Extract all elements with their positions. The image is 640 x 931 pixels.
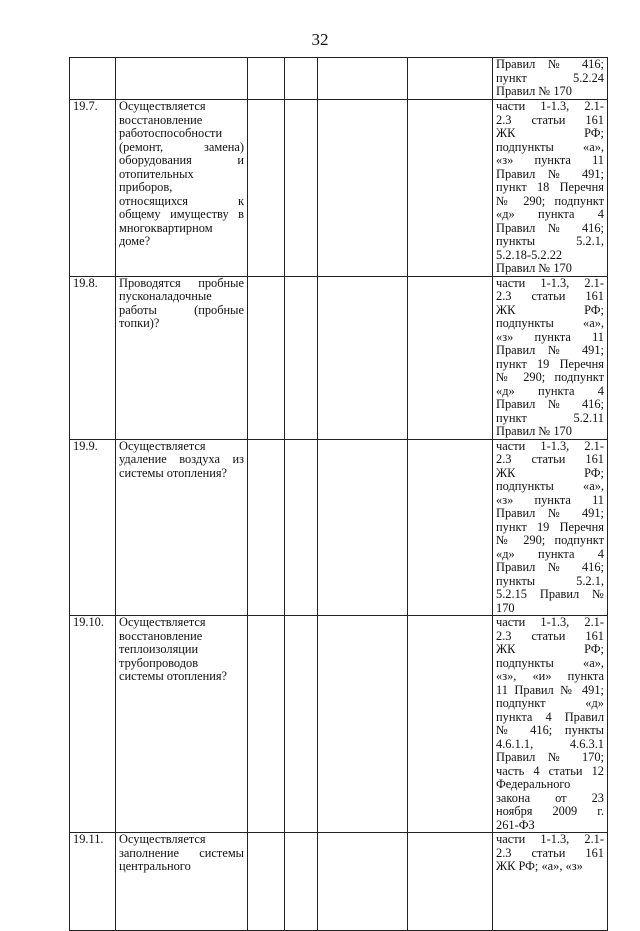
answer-cell [318,439,408,616]
reference-line: подпункты «а», [496,655,604,670]
reference-line: пункт 18 Перечня [496,180,604,194]
question-line: системы отопления? [119,465,228,480]
legal-reference-cell [493,833,608,931]
reference-line: части 1-1.3, 2.1- [496,438,604,453]
reference-line: «д» пункта 4 [496,546,604,561]
answer-cell [318,100,408,277]
question-line: доме? [119,234,151,248]
question-line: Осуществляется [119,615,206,629]
answer-cell [248,439,285,616]
reference-line: Правил № 170 [496,261,572,275]
reference-line: «д» пункта 4 [496,383,604,398]
answer-cell [408,100,493,277]
reference-line: ЖК РФ; [496,302,604,317]
legal-reference-cell [493,276,608,439]
answer-cell [318,276,408,439]
question-line: центрального [119,859,191,873]
item-number: 19.10. [70,616,116,833]
question-line: восстановление [119,112,203,127]
reference-line: 2.3 статьи 161 [496,452,604,466]
reference-line: части 1-1.3, 2.1- [496,615,604,629]
reference-line: 2.3 статьи 161 [496,112,604,127]
answer-cell [285,276,318,439]
reference-line: пункт 19 Перечня [496,519,604,534]
answer-cell [318,58,408,100]
reference-line: ЖК РФ; [496,126,604,140]
table-row [70,616,608,833]
answer-cell [408,439,493,616]
question-line: пусконаладочные [119,289,212,303]
reference-line: пункт 5.2.11 [496,410,604,425]
question-cell [116,833,248,931]
reference-line: Правил № 170; [496,750,604,764]
reference-line: пункты 5.2.1, [496,573,604,588]
item-number: 19.8. [70,276,116,439]
reference-line: № 290; подпункт [496,193,604,208]
answer-cell [408,58,493,100]
answer-cell [408,833,493,931]
reference-line: пункт 5.2.24 [496,70,604,85]
question-line: Проводятся пробные [119,275,244,290]
reference-line: «з» пункта 11 [496,153,604,167]
answer-cell [248,276,285,439]
question-line: отопительных [119,166,194,181]
reference-line: «з» пункта 11 [496,329,604,344]
question-line: (ремонт, замена) [119,139,244,154]
reference-line: подпункты «а», [496,139,604,154]
question-line: общему имуществу в [119,207,244,221]
reference-line: 170 [496,600,515,615]
reference-line: «д» пункта 4 [496,207,604,221]
reference-line: Правил № 416; [496,57,604,71]
reference-line: Федерального [496,777,571,791]
reference-line: ноября 2009 г. [496,804,604,818]
table-row [70,276,608,439]
item-number: 19.7. [70,100,116,277]
question-cell [116,276,248,439]
reference-line: 11 Правил № 491; [496,682,604,697]
item-number [70,58,116,100]
reference-line: подпункт «д» [496,696,604,710]
reference-line: пункта 4 Правил [496,709,604,724]
legal-reference-cell [493,100,608,277]
legal-reference-cell [493,439,608,616]
reference-line: Правил № 416; [496,220,604,235]
question-line: многоквартирном [119,220,213,235]
legal-reference-cell [493,616,608,833]
question-line: системы отопления? [119,669,228,683]
table-row [70,58,608,100]
question-line: приборов, [119,180,173,194]
answer-cell [248,100,285,277]
question-line: Осуществляется [119,99,206,113]
reference-line: часть 4 статьи 12 [496,763,604,778]
reference-line: подпункты «а», [496,316,604,330]
question-line: трубопроводов [119,655,199,670]
legal-reference-cell [493,58,608,100]
question-line: теплоизоляции [119,642,199,656]
page-number: 32 [311,30,329,49]
question-line: Осуществляется [119,438,206,453]
answer-cell [248,833,285,931]
reference-line: 2.3 статьи 161 [496,289,604,303]
item-number: 19.11. [70,833,116,931]
question-line: заполнение системы [119,845,244,860]
reference-line: части 1-1.3, 2.1- [496,99,604,113]
reference-line: Правил № 170 [496,84,572,98]
answer-cell [285,100,318,277]
question-line: Осуществляется [119,832,206,846]
reference-line: № 416; пункты [496,723,604,737]
table-row [70,100,608,277]
question-line: работоспособности [119,126,223,140]
reference-line: части 1-1.3, 2.1- [496,275,604,290]
answer-cell [285,58,318,100]
question-line: оборудования и [119,153,244,167]
reference-line: закона от 23 [496,790,604,805]
reference-line: 2.3 статьи 161 [496,628,604,643]
question-line: работы (пробные [119,302,244,317]
answer-cell [318,616,408,833]
reference-line: «з», «и» пункта [496,669,604,683]
table-row [70,439,608,616]
answer-cell [318,833,408,931]
answer-cell [248,616,285,833]
answer-cell [408,276,493,439]
question-line: относящихся к [119,193,244,208]
item-number: 19.9. [70,439,116,616]
answer-cell [248,58,285,100]
reference-line: «з» пункта 11 [496,492,604,507]
question-line: удаление воздуха из [119,452,244,466]
reference-line: 5.2.18-5.2.22 [496,247,563,262]
reference-line: № 290; подпункт [496,533,604,547]
reference-line: части 1-1.3, 2.1- [496,832,604,846]
question-cell [116,100,248,277]
answer-cell [285,616,318,833]
answer-cell [285,439,318,616]
reference-line: Правил № 416; [496,397,604,411]
reference-line: 4.6.1.1, 4.6.3.1 [496,736,604,751]
reference-line: ЖК РФ; «а», «з» [496,859,583,873]
reference-line: пункты 5.2.1, [496,234,604,248]
reference-line: Правил № 491; [496,506,604,520]
reference-line: пункт 19 Перечня [496,356,604,371]
answer-cell [285,833,318,931]
reference-line: 5.2.15 Правил № [496,587,604,601]
reference-line: ЖК РФ; [496,465,604,480]
reference-line: Правил № 491; [496,343,604,357]
reference-line: № 290; подпункт [496,370,604,384]
question-line: восстановление [119,628,203,643]
reference-line: Правил № 170 [496,424,572,438]
question-line: топки)? [119,316,160,330]
answer-cell [408,616,493,833]
reference-line: Правил № 491; [496,166,604,181]
question-cell [116,58,248,100]
reference-line: Правил № 416; [496,560,604,574]
reference-line: 2.3 статьи 161 [496,845,604,860]
reference-line: подпункты «а», [496,479,604,493]
question-cell [116,616,248,833]
reference-line: ЖК РФ; [496,642,604,656]
checklist-table [69,57,608,931]
question-cell [116,439,248,616]
table-row [70,833,608,931]
reference-line: 261-ФЗ [496,817,535,832]
